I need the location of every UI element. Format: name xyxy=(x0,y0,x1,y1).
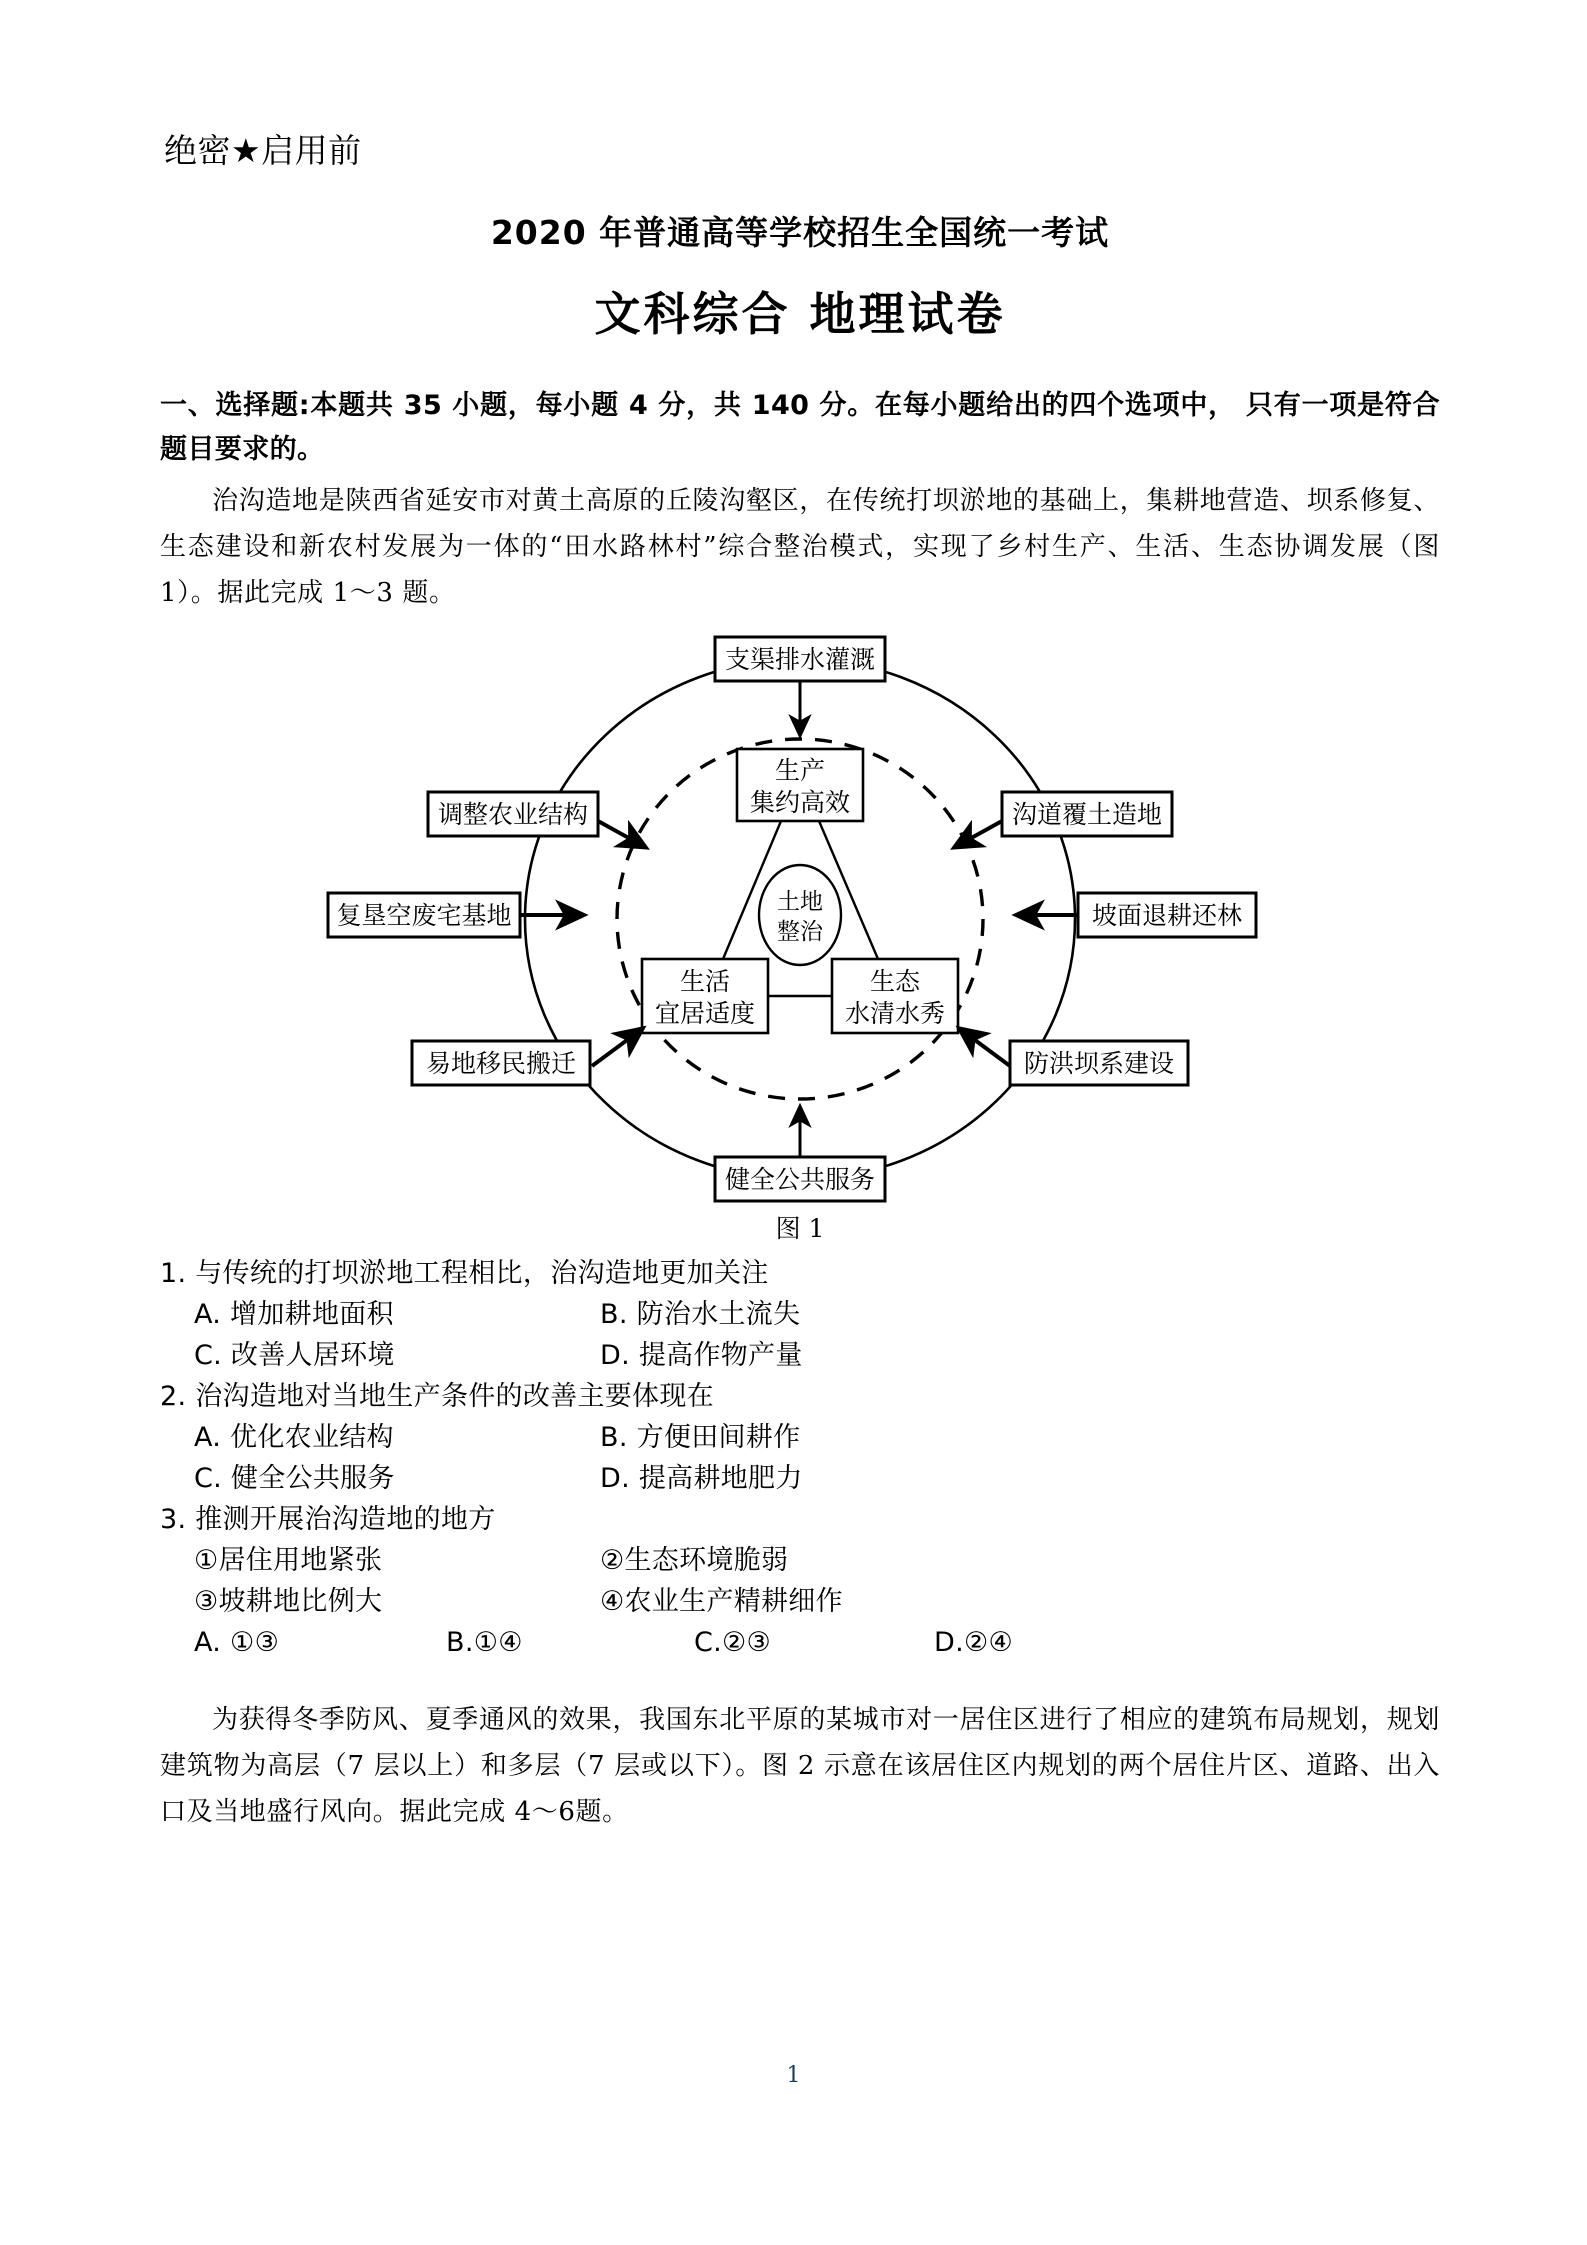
core-node-life-line2: 宜居适度 xyxy=(654,998,756,1028)
question-2-options-row-1 xyxy=(194,1417,1440,1458)
question-3-statements-row-2 xyxy=(194,1581,1440,1622)
outer-node-left-label: 复垦空废宅基地 xyxy=(336,900,512,930)
center-node-shape xyxy=(759,865,841,965)
question-1-options-row-1 xyxy=(194,1294,1440,1335)
outer-node-top-label: 支渠排水灌溉 xyxy=(724,644,876,674)
outer-node-lower-right-label: 防洪坝系建设 xyxy=(1023,1048,1175,1078)
outer-node-lower-left-label: 易地移民搬迁 xyxy=(425,1048,577,1078)
intro-paragraph: 治沟造地是陕西省延安市对黄土高原的丘陵沟壑区，在传统打坝淤地的基础上，集耕地营造、坝系修复、生态建设和新农村发展为一体的“田水路林村”综合整治模式，实现了乡村生产、生活、生态协调发展（图1）。据此完成 1～3 题。 xyxy=(160,485,1440,609)
figure-1-caption: 图 1 xyxy=(775,1213,825,1243)
page-content xyxy=(160,130,1440,1835)
question-3-option-a[interactable]: A. ①③ xyxy=(194,1626,280,1658)
arrow-lower-right-to-core xyxy=(960,1029,1010,1066)
question-3-option-b[interactable]: B.①④ xyxy=(446,1626,523,1658)
question-list xyxy=(160,1253,1440,1663)
question-3 xyxy=(160,1499,1440,1663)
exam-title: 2020 年普通高等学校招生全国统一考试 xyxy=(490,213,1110,253)
center-node-label-line2: 整治 xyxy=(777,918,823,945)
question-3-statements-row-1 xyxy=(194,1540,1440,1581)
question-1-option-c[interactable]: C. 改善人居环境 xyxy=(194,1339,395,1371)
core-node-ecology-line2: 水清水秀 xyxy=(844,998,946,1028)
question-3-option-d[interactable]: D.②④ xyxy=(934,1626,1013,1658)
question-1-option-a[interactable]: A. 增加耕地面积 xyxy=(194,1298,394,1330)
core-node-ecology-line1: 生态 xyxy=(869,966,921,996)
question-1-options-row-2 xyxy=(194,1335,1440,1376)
figure-1 xyxy=(160,629,1440,1245)
secret-notice: 绝密★启用前 xyxy=(164,131,362,170)
question-3-options-row xyxy=(194,1622,1440,1663)
outer-node-upper-left-label: 调整农业结构 xyxy=(437,799,589,829)
question-2-option-c[interactable]: C. 健全公共服务 xyxy=(194,1462,395,1494)
question-2-option-b[interactable]: B. 方便田间耕作 xyxy=(600,1421,801,1453)
question-3-statement-2: ②生态环境脆弱 xyxy=(600,1544,789,1576)
question-1 xyxy=(160,1253,1440,1376)
outer-node-right-label: 坡面退耕还林 xyxy=(1091,900,1243,930)
question-2-options-row-2 xyxy=(194,1458,1440,1499)
section-heading: 一、选择题:本题共 35 小题，每小题 4 分，共 140 分。在每小题给出的四个选项中， 只有一项是符合题目要求的。 xyxy=(160,390,1440,465)
question-3-statement-3: ③坡耕地比例大 xyxy=(194,1585,383,1617)
arrow-upper-left-to-core xyxy=(598,821,645,847)
question-3-stem: 3. 推测开展治沟造地的地方 xyxy=(160,1503,496,1535)
question-2-option-d[interactable]: D. 提高耕地肥力 xyxy=(600,1462,803,1494)
arrow-lower-left-to-core xyxy=(592,1029,642,1066)
question-2 xyxy=(160,1376,1440,1499)
question-3-statement-4: ④农业生产精耕细作 xyxy=(600,1585,843,1617)
core-node-production-line1: 生产 xyxy=(774,755,826,785)
outer-node-bottom-label: 健全公共服务 xyxy=(724,1164,876,1194)
center-node-label-line1: 土地 xyxy=(777,888,823,915)
page-number: 1 xyxy=(786,2063,801,2088)
tail-paragraph: 为获得冬季防风、夏季通风的效果，我国东北平原的某城市对一居住区进行了相应的建筑布局规划，规划建筑物为高层（7 层以上）和多层（7 层或以下）。图 2 示意在该居住区内规划的两个居住片区、道路、出入口及当地盛行风向。据此完成 4～6题。 xyxy=(160,1704,1440,1828)
question-1-stem: 1. 与传统的打坝淤地工程相比，治沟造地更加关注 xyxy=(160,1257,769,1289)
question-3-statement-1: ①居住用地紧张 xyxy=(194,1544,383,1576)
paper-title: 文科综合 地理试卷 xyxy=(594,287,1006,342)
question-2-option-a[interactable]: A. 优化农业结构 xyxy=(194,1421,394,1453)
question-1-option-d[interactable]: D. 提高作物产量 xyxy=(600,1339,803,1371)
core-node-production-line2: 集约高效 xyxy=(749,787,851,817)
question-2-stem: 2. 治沟造地对当地生产条件的改善主要体现在 xyxy=(160,1380,714,1412)
figure-1-diagram xyxy=(300,629,1300,1209)
question-3-option-c[interactable]: C.②③ xyxy=(694,1626,772,1658)
outer-node-upper-right-label: 沟道覆土造地 xyxy=(1011,799,1163,829)
core-node-life-line1: 生活 xyxy=(679,966,731,996)
question-1-option-b[interactable]: B. 防治水土流失 xyxy=(600,1298,801,1330)
